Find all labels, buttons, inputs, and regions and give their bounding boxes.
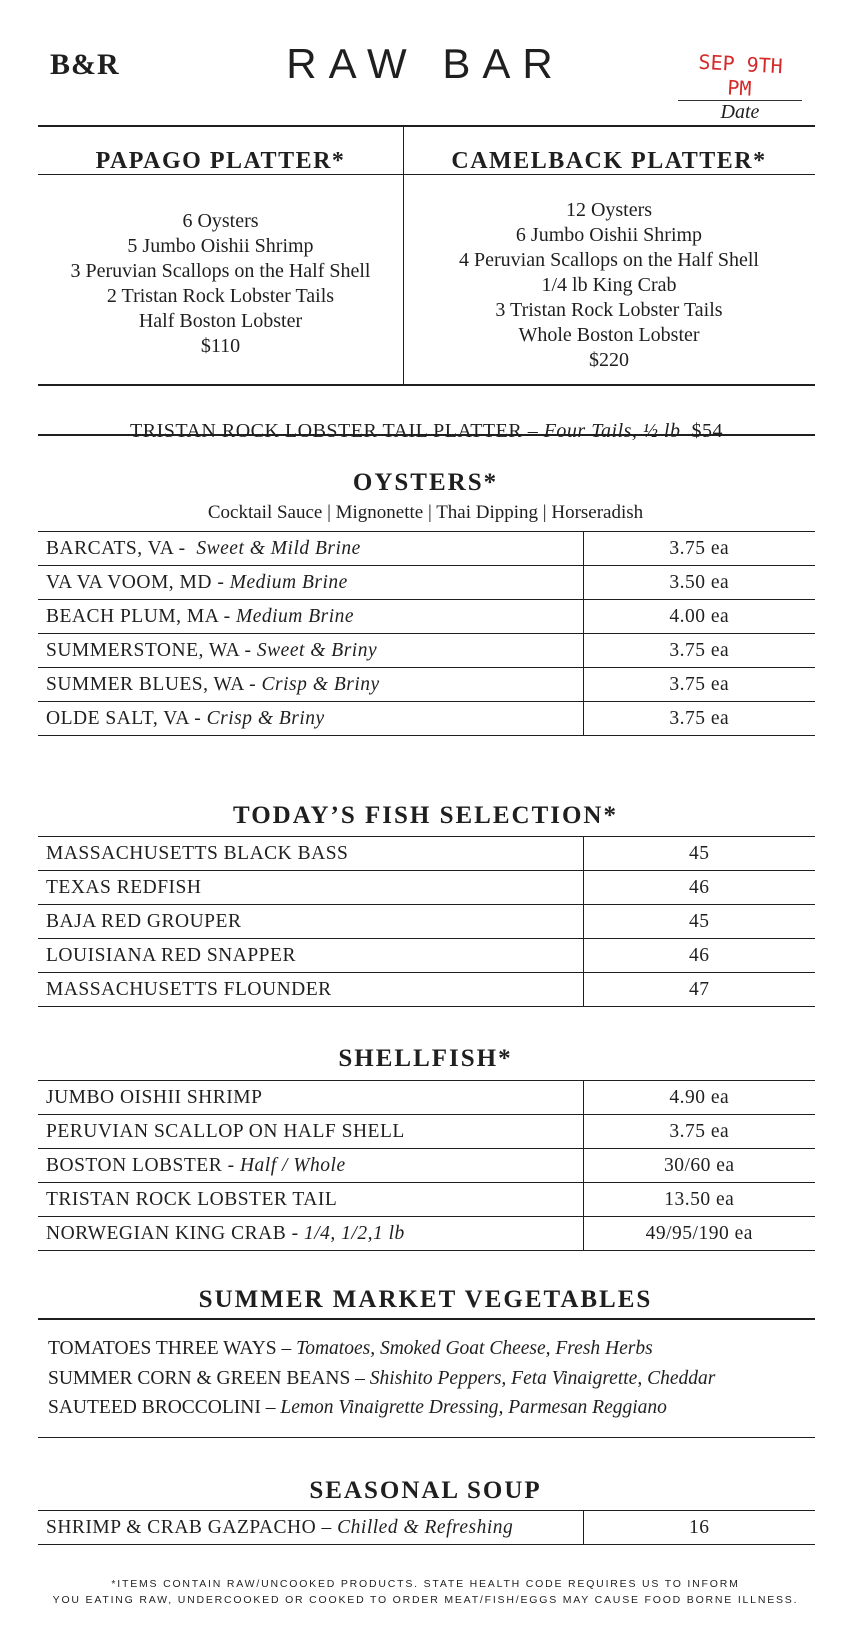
item-cell: [38, 1183, 583, 1217]
item-price: 13.50 ea: [583, 1183, 815, 1217]
item-cell: [38, 1149, 583, 1183]
item-name: BARCATS, VA -: [46, 537, 186, 559]
platter-price: $220: [589, 349, 629, 371]
item-name: TEXAS REDFISH: [38, 871, 583, 905]
item-desc: 1/4, 1/2,1 lb: [304, 1222, 405, 1244]
platter-item: Half Boston Lobster: [138, 310, 303, 332]
platter-title: CAMELBACK PLATTER*: [451, 148, 767, 174]
platter-title: PAPAGO PLATTER*: [95, 148, 346, 174]
shellfish-table: [38, 1080, 815, 1251]
divider: [38, 1318, 815, 1320]
item-cell: [38, 566, 583, 600]
table-row: [38, 702, 815, 736]
item-cell: [38, 1217, 583, 1251]
health-disclaimer: [0, 1576, 851, 1608]
item-desc: Medium Brine: [235, 605, 355, 627]
item-name: SHRIMP & CRAB GAZPACHO –: [46, 1516, 332, 1538]
item-price: 47: [583, 973, 815, 1007]
item-desc: Medium Brine: [229, 571, 348, 593]
platter-item: 6 Oysters: [182, 210, 259, 232]
item-desc: Sweet & Briny: [256, 639, 378, 661]
table-row: [38, 871, 815, 905]
platter-item: 12 Oysters: [565, 199, 653, 221]
item-price: 45: [583, 837, 815, 871]
platter-item: Whole Boston Lobster: [518, 324, 700, 346]
table-row: [38, 566, 815, 600]
logo: B&R: [50, 48, 120, 81]
section-title-shellfish: SHELLFISH*: [338, 1045, 513, 1072]
divider: [38, 434, 815, 436]
item-price: 30/60 ea: [583, 1149, 815, 1183]
item-price: 46: [583, 871, 815, 905]
item-cell: [38, 634, 583, 668]
platter-items: [403, 198, 815, 373]
item-cell: [38, 1081, 583, 1115]
platter-item: 1/4 lb King Crab: [541, 274, 677, 296]
item-price: 3.50 ea: [583, 566, 815, 600]
item-name: NORWEGIAN KING CRAB -: [46, 1222, 299, 1244]
divider: [38, 384, 815, 386]
item-cell: [38, 1115, 583, 1149]
item-name: BOSTON LOBSTER -: [46, 1154, 235, 1176]
section-title-oysters: OYSTERS*: [352, 469, 499, 496]
item-cell: [38, 532, 583, 566]
item-price: 3.75 ea: [583, 532, 815, 566]
platter-items: [38, 209, 403, 359]
item-price: 46: [583, 939, 815, 973]
item-name: LOUISIANA RED SNAPPER: [38, 939, 583, 973]
table-row: [38, 668, 815, 702]
date-block: [680, 49, 800, 124]
item-name: TOMATOES THREE WAYS –: [48, 1338, 292, 1359]
item-price: 3.75 ea: [583, 1115, 815, 1149]
item-name: MASSACHUSETTS BLACK BASS: [38, 837, 583, 871]
platter-item: 4 Peruvian Scallops on the Half Shell: [459, 249, 759, 271]
table-row: [38, 939, 815, 973]
oyster-sauces: Cocktail Sauce | Mignonette | Thai Dipping | Horseradish: [207, 502, 644, 523]
table-row: [38, 1149, 815, 1183]
platter-item: 3 Peruvian Scallops on the Half Shell: [70, 260, 371, 282]
platter-item: 3 Tristan Rock Lobster Tails: [495, 299, 723, 321]
table-row: [38, 1081, 815, 1115]
tail-platter-name: TRISTAN ROCK LOBSTER TAIL PLATTER –: [130, 420, 539, 442]
item-cell: [38, 668, 583, 702]
page-title: RAW BAR: [286, 40, 565, 87]
divider: [38, 1437, 815, 1438]
table-row: [38, 905, 815, 939]
vegetables-list: [48, 1334, 715, 1423]
item-price: 49/95/190 ea: [583, 1217, 815, 1251]
item-price: 4.90 ea: [583, 1081, 815, 1115]
disclaimer-line: *ITEMS CONTAIN RAW/UNCOOKED PRODUCTS. STATE HEALTH CODE REQUIRES US TO INFORM: [111, 1578, 740, 1590]
date-label: Date: [720, 101, 760, 123]
table-row: [38, 1115, 815, 1149]
item-name: SUMMER BLUES, WA -: [46, 673, 257, 695]
table-row: [38, 600, 815, 634]
item-name: JUMBO OISHII SHRIMP: [46, 1086, 263, 1108]
disclaimer-line: YOU EATING RAW, UNDERCOOKED OR COOKED TO ORDER MEAT/FISH/EGGS MAY CAUSE FOOD BORNE ILLNESS.: [52, 1594, 799, 1606]
table-row: [38, 973, 815, 1007]
section-title-vegetables: SUMMER MARKET VEGETABLES: [198, 1286, 653, 1313]
table-row: [38, 634, 815, 668]
item-name: VA VA VOOM, MD -: [46, 571, 225, 593]
divider: [38, 174, 815, 175]
item-cell: [38, 702, 583, 736]
list-item: [48, 1364, 715, 1394]
item-cell: [38, 600, 583, 634]
item-price: 3.75 ea: [583, 702, 815, 736]
item-desc: Lemon Vinaigrette Dressing, Parmesan Reggiano: [280, 1397, 667, 1418]
section-title-soup: SEASONAL SOUP: [309, 1477, 542, 1504]
item-name: OLDE SALT, VA -: [46, 707, 202, 729]
divider: [38, 125, 815, 127]
item-name: SUMMERSTONE, WA -: [46, 639, 252, 661]
item-desc: Crisp & Briny: [261, 673, 380, 695]
platter-item: 2 Tristan Rock Lobster Tails: [106, 285, 335, 307]
section-title-fish: TODAY’S FISH SELECTION*: [232, 802, 618, 829]
handwritten-date: SEP 9TH PM: [697, 49, 784, 101]
item-cell: [38, 1511, 583, 1545]
item-name: MASSACHUSETTS FLOUNDER: [38, 973, 583, 1007]
tail-platter-desc: Four Tails, ½ lb: [543, 420, 681, 442]
tail-platter-price: $54: [691, 420, 723, 442]
item-price: 45: [583, 905, 815, 939]
item-desc: Chilled & Refreshing: [337, 1516, 514, 1538]
item-price: 3.75 ea: [583, 634, 815, 668]
oysters-table: [38, 531, 815, 736]
item-desc: Sweet & Mild Brine: [196, 537, 361, 559]
table-row: [38, 1217, 815, 1251]
item-desc: Shishito Peppers, Feta Vinaigrette, Cheddar: [369, 1367, 716, 1389]
list-item: [48, 1393, 715, 1423]
item-name: BEACH PLUM, MA -: [46, 605, 231, 627]
tail-platter: [38, 420, 815, 443]
platter-item: 5 Jumbo Oishii Shrimp: [127, 235, 314, 257]
item-price: 16: [583, 1511, 815, 1545]
platter-price: $110: [200, 335, 241, 357]
item-name: SAUTEED BROCCOLINI –: [48, 1397, 276, 1418]
item-name: TRISTAN ROCK LOBSTER TAIL: [46, 1188, 338, 1210]
platter-item: 6 Jumbo Oishii Shrimp: [515, 224, 703, 246]
item-name: BAJA RED GROUPER: [38, 905, 583, 939]
fish-table: [38, 836, 815, 1007]
soup-table: [38, 1510, 815, 1545]
item-desc: Tomatoes, Smoked Goat Cheese, Fresh Herbs: [296, 1338, 653, 1359]
list-item: [48, 1334, 715, 1364]
table-row: [38, 837, 815, 871]
table-row: [38, 532, 815, 566]
item-name: PERUVIAN SCALLOP ON HALF SHELL: [46, 1120, 405, 1142]
table-row: [38, 1511, 815, 1545]
item-desc: Crisp & Briny: [206, 707, 325, 729]
item-name: SUMMER CORN & GREEN BEANS –: [48, 1367, 365, 1389]
item-desc: Half / Whole: [239, 1154, 346, 1176]
item-price: 3.75 ea: [583, 668, 815, 702]
table-row: [38, 1183, 815, 1217]
item-price: 4.00 ea: [583, 600, 815, 634]
